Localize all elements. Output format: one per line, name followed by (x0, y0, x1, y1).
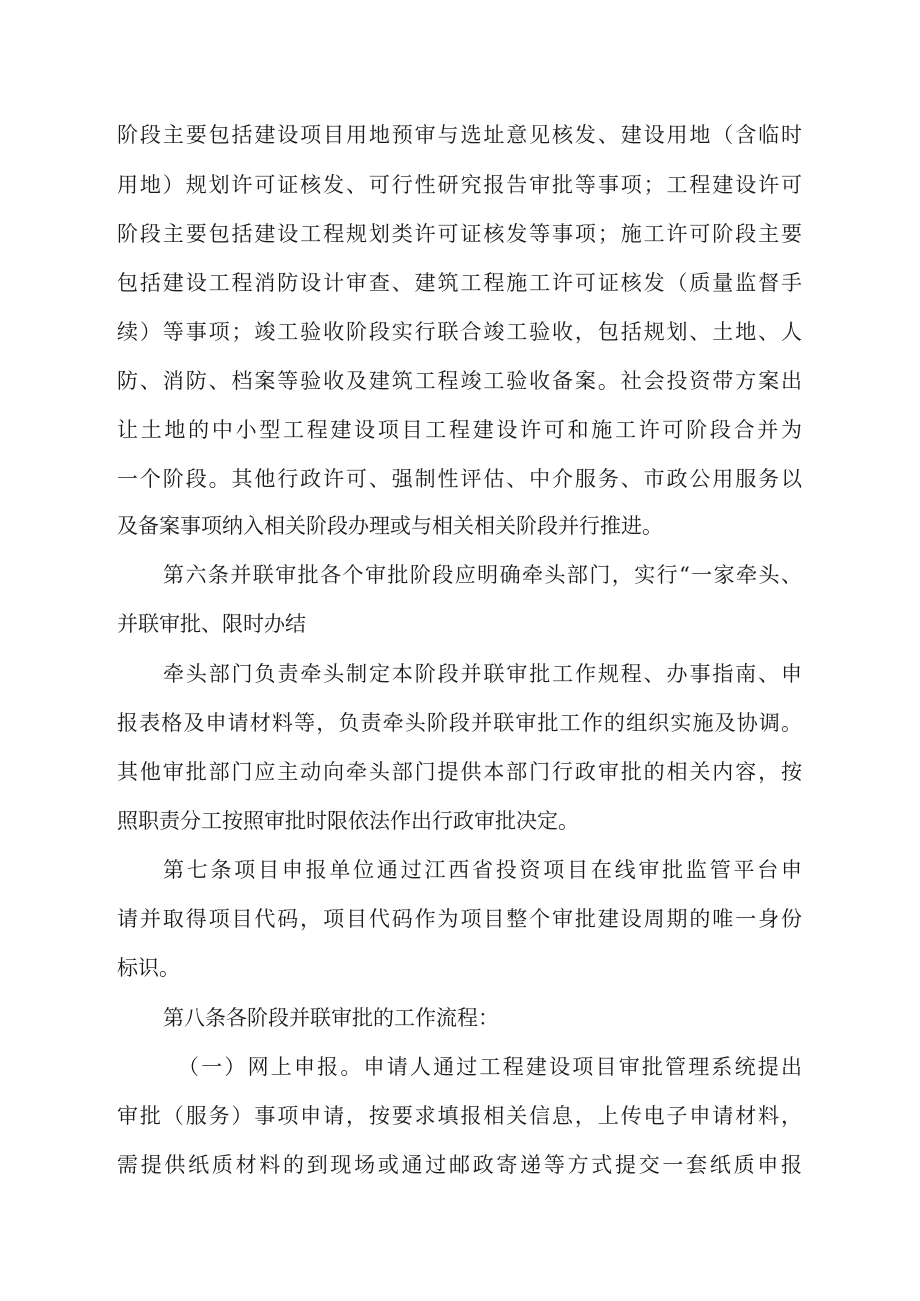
article-seven-heading: 第七条项目申报单位通过江西省投资项目在线审批监管平台申 (163, 858, 802, 882)
text-line: 并联审批、限时办结 (117, 612, 306, 636)
text-line: 包括建设工程消防设计审查、建筑工程施工许可证核发（质量监督手 (117, 271, 802, 295)
text-line: 请并取得项目代码，项目代码作为项目整个审批建设周期的唯一身份 (117, 907, 802, 931)
text-line: 阶段主要包括建设项目用地预审与选址意见核发、建设用地（含临时 (117, 123, 802, 147)
text-line: 让土地的中小型工程建设项目工程建设许可和施工许可阶段合并为 (117, 418, 802, 442)
article-eight-heading: 第八条各阶段并联审批的工作流程： (163, 1006, 499, 1030)
text-line: 用地）规划许可证核发、可行性研究报告审批等事项；工程建设许可 (117, 173, 802, 197)
text-line: 照职责分工按照审批时限依法作出行政审批决定。 (117, 809, 579, 833)
text-line: 需提供纸质材料的到现场或通过邮政寄递等方式提交一套纸质申报 (117, 1153, 802, 1177)
text-line: 审批（服务）事项申请，按要求填报相关信息，上传电子申请材料， (117, 1104, 802, 1128)
item-one-first-line: （一）网上申报。申请人通过工程建设项目审批管理系统提出 (178, 1055, 802, 1079)
text-line: 防、消防、档案等验收及建筑工程竣工验收备案。社会投资带方案出 (117, 369, 802, 393)
text-line: 标识。 (117, 956, 180, 980)
text-line: 续）等事项；竣工验收阶段实行联合竣工验收，包括规划、土地、人 (117, 320, 802, 344)
text-line: 及备案事项纳入相关阶段办理或与相关相关阶段并行推进。 (117, 514, 663, 538)
text-line: 阶段主要包括建设工程规划类许可证核发等事项；施工许可阶段主要 (117, 222, 802, 246)
text-line: 其他审批部门应主动向牵头部门提供本部门行政审批的相关内容，按 (117, 760, 802, 784)
text-line: 一个阶段。其他行政许可、强制性评估、中介服务、市政公用服务以 (117, 467, 802, 491)
paragraph-first-line: 牵头部门负责牵头制定本阶段并联审批工作规程、办事指南、申 (163, 662, 802, 686)
text-line: 报表格及申请材料等，负责牵头阶段并联审批工作的组织实施及协调。 (117, 711, 802, 735)
article-six-heading: 第六条并联审批各个审批阶段应明确牵头部门，实行“一家牵头、 (163, 563, 802, 587)
